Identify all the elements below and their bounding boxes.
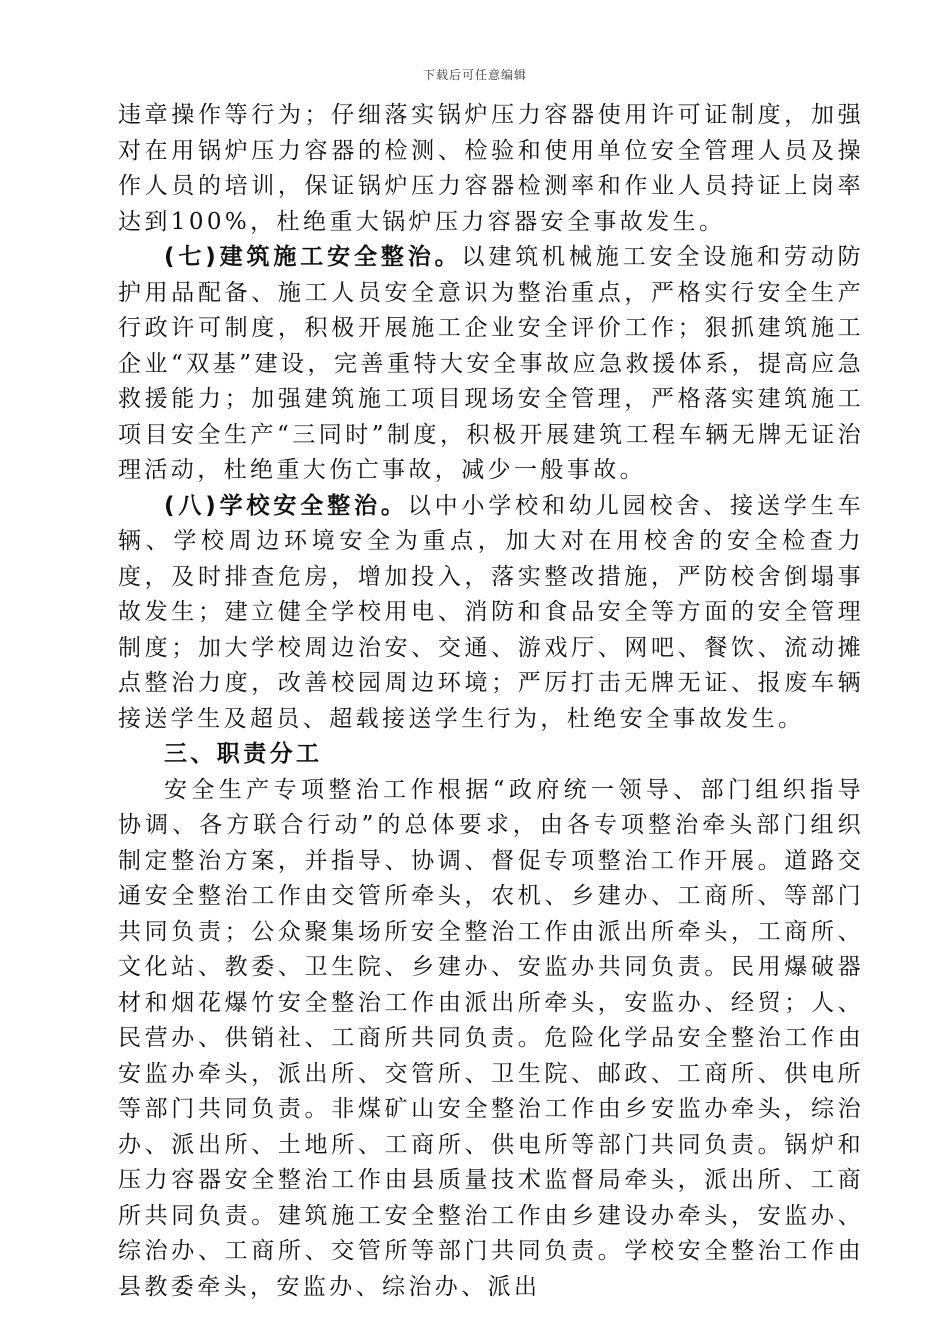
paragraph-construction-safety (118, 240, 864, 489)
heading-responsibilities: 三、职责分工 (164, 741, 323, 767)
document-body (118, 98, 864, 1305)
paragraph-school-safety (118, 489, 864, 738)
section-8-body: 以中小学校和幼儿园校舍、接送学生车辆、学校周边环境安全为重点，加大对在用校舍的安全检查力度，及时排查危房，增加投入，落实整改措施，严防校舍倒塌事故发生；建立健全学校用电、消防和食品安全等方面的安全管理制度；加大学校周边治安、交通、游戏厅、网吧、餐饮、流动摊点整治力度，改善校园周边环境；严厉打击无牌无证、报废车辆接送学生及超员、超载接送学生行为，杜绝安全事故发生。 (118, 492, 864, 732)
section-7-title: (七)建筑施工安全整治。 (164, 244, 462, 270)
section-8-title: (八)学校安全整治。 (164, 492, 408, 519)
paragraph-duty-division: 安全生产专项整治工作根据“政府统一领导、部门组织指导协调、各方联合行动”的总体要求，由各专项整治牵头部门组织制定整治方案，并指导、协调、督促专项整治工作开展。道路交通安全整治工作由交管所牵头，农机、乡建办、工商所、等部门共同负责；公众聚集场所安全整治工作由派出所牵头，工商所、文化站、教委、卫生院、乡建办、安监办共同负责。民用爆破器材和烟花爆竹安全整治工作由派出所牵头，安监办、经贸；人、民营办、供销社、工商所共同负责。危险化学品安全整治工作由安监办牵头，派出所、交管所、卫生院、邮政、工商所、供电所等部门共同负责。非煤矿山安全整治工作由乡安监办牵头，综治办、派出所、土地所、工商所、供电所等部门共同负责。锅炉和压力容器安全整治工作由县质量技术监督局牵头，派出所、工商所共同负责。建筑施工安全整治工作由乡建设办牵头，安监办、综治办、工商所、交管所等部门共同负责。学校安全整治工作由县教委牵头，安监办、综治办、派出 (118, 776, 864, 1300)
page-header: 下载后可任意编辑 (422, 68, 527, 82)
paragraph-boiler-continued: 违章操作等行为；仔细落实锅炉压力容器使用许可证制度，加强对在用锅炉压力容器的检测、检验和使用单位安全管理人员及操作人员的培训，保证锅炉压力容器检测率和作业人员持证上岗率达到100%，杜绝重大锅炉压力容器安全事故发生。 (118, 102, 864, 235)
section-7-body: 以建筑机械施工安全设施和劳动防护用品配备、施工人员安全意识为整治重点，严格实行安全生产行政许可制度，积极开展施工企业安全评价工作；狠抓建筑施工企业“双基”建设，完善重特大安全事故应急救援体系，提高应急救援能力；加强建筑施工项目现场安全管理，严格落实建筑施工项目安全生产“三同时”制度，积极开展建筑工程车辆无牌无证治理活动，杜绝重大伤亡事故，减少一般事故。 (118, 244, 865, 483)
